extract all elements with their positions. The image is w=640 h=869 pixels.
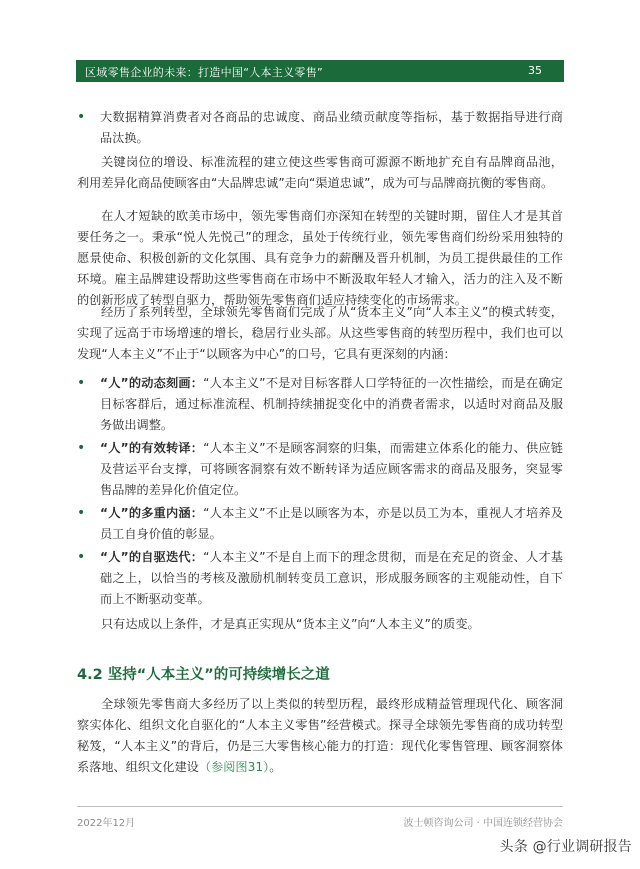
footer-date: 2022年12月 (77, 818, 136, 829)
bullet-icon: • (77, 375, 86, 391)
footer-publishers: 波士顿咨询公司 · 中国连锁经营协会 (403, 818, 563, 829)
bullet-content (100, 503, 563, 545)
bullet-lead: “人”的动态刻画： (100, 376, 204, 390)
bullet-text: 大数据精算消费者对各商品的忠诚度、商品业绩贡献度等指标，基于数据指导进行商品汰换。 (100, 110, 563, 145)
paragraph: 关键岗位的增设、标准流程的建立使这些零售商可源源不断地扩充自有品牌商品池，利用差异化商品使顾客由“大品牌忠诚”走向“渠道忠诚”，成为可与品牌商抗衡的零售商。 (77, 155, 563, 190)
bullet-text: “人本主义”不是对目标客群人口学特征的一次性描绘，而是在确定目标客群后，通过标准流程、机制持续捕捉变化中的消费者需求，以适时对商品及服务做出调整。 (100, 376, 563, 432)
footer-divider (77, 806, 563, 807)
watermark: 头条 @行业调研报告 (499, 839, 632, 855)
section-body (77, 694, 563, 778)
bullet-content (100, 547, 563, 610)
page-number: 35 (528, 64, 542, 77)
bullet-text: “人本主义”不是顾客洞察的归集，而需建立体系化的能力、供应链及营运平台支撑，可将顾客洞察有效不断转译为适应顾客需求的商品及服务，突显零售品牌的差异化价值定位。 (100, 441, 563, 497)
header-title: 区域零售企业的未来：打造中国“人本主义零售” (85, 66, 323, 79)
paragraph: 经历了系列转型，全球领先零售商们完成了从“货本主义”向“人本主义”的模式转变，实现了远高于市场增速的增长，稳居行业头部。从这些零售商的转型历程中，我们也可以发现“人本主义”不止于“以顾客为中心”的口号，它具有更深刻的内涵： (77, 305, 563, 361)
bullet-content (100, 438, 563, 501)
figure-reference-link[interactable]: （参阅图31） (198, 760, 270, 774)
bullet-icon: • (77, 505, 86, 521)
section-heading: 4.2 坚持“人本主义”的可持续增长之道 (77, 667, 330, 683)
bullet-lead: “人”的有效转译： (100, 441, 204, 455)
section-body-text: 全球领先零售商大多经历了以上类似的转型历程，最终形成精益管理现代化、顾客洞察实体化、组织文化自驱化的“人本主义零售”经营模式。探寻全球领先零售商的成功转型秘笈，“人本主义”的背后，仍是三大零售核心能力的打造：现代化零售管理、顾客洞察体系落地、组织文化建设 (77, 697, 563, 774)
bullet-content (100, 373, 563, 436)
bullet-icon: • (77, 549, 86, 565)
bullet-lead: “人”的多重内涵： (100, 506, 204, 520)
paragraph: 在人才短缺的欧美市场中，领先零售商们亦深知在转型的关键时期，留住人才是其首要任务之一。秉承“悦人先悦己”的理念，虽处于传统行业，领先零售商们纷纷采用独特的愿景使命、积极创新的文化氛围、具有竞争力的薪酬及晋升机制，为员工提供最佳的工作环境。雇主品牌建设帮助这些零售商在市场中不断汲取年轻人才输入，活力的注入及不断的创新形成了转型自驱力，帮助领先零售商们适应持续变化的市场需求。 (77, 209, 563, 307)
paragraph: 只有达成以上条件，才是真正实现从“货本主义”向“人本主义”的质变。 (101, 617, 480, 631)
bullet-icon: • (77, 109, 86, 125)
bullet-text: “人本主义”不止是以顾客为本，亦是以员工为本，重视人才培养及员工自身价值的彰显。 (100, 506, 563, 541)
bullet-icon: • (77, 440, 86, 456)
bullet-text: “人本主义”不是自上而下的理念贯彻，而是在充足的资金、人才基础之上，以恰当的考核及激励机制转变员工意识，形成服务顾客的主观能动性，自下而上不断驱动变革。 (100, 550, 563, 606)
section-body-end: 。 (269, 760, 282, 774)
bullet-lead: “人”的自驱迭代： (100, 550, 204, 564)
